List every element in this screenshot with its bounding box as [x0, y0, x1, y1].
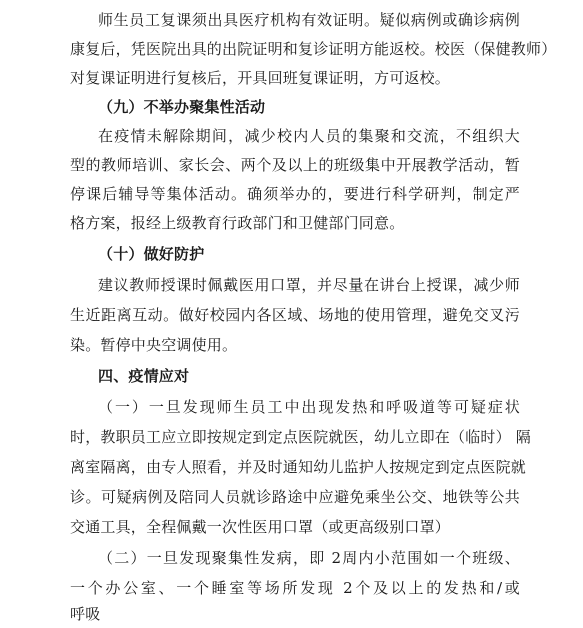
paragraph-line: 离室隔离，由专人照看，并及时通知幼儿监护人按规定到定点医院就 — [70, 458, 527, 476]
paragraph-line: 诊。可疑病例及陪同人员就诊路途中应避免乘坐公交、地铁等公共 — [70, 488, 520, 506]
paragraph-line: （一）一旦发现师生员工中出现发热和呼吸道等可疑症状 — [98, 398, 520, 416]
paragraph-line: 在疫情未解除期间，减少校内人员的集聚和交流，不组织大 — [98, 127, 520, 145]
paragraph-line: 康复后，凭医院出具的出院证明和复诊证明方能返校。校医（保健教师） — [70, 40, 557, 58]
paragraph-line: 交通工具，全程佩戴一次性医用口罩（或更高级别口罩） — [70, 518, 451, 536]
paragraph-line: 师生员工复课须出具医疗机构有效证明。疑似病例或确诊病例 — [98, 11, 520, 29]
paragraph-line: 时，教职员工应立即按规定到定点医院就医，幼儿立即在（临时） 隔 — [70, 428, 531, 446]
paragraph-line: 呼吸 — [70, 605, 101, 623]
section-heading: （九）不举办聚集性活动 — [98, 98, 266, 116]
paragraph-line: （二）一旦发现聚集性发病，即 2周内小范围如一个班级、 — [98, 549, 520, 567]
paragraph-line: 格方案，报经上级教育行政部门和卫健部门同意。 — [70, 214, 405, 232]
paragraph-line: 一个办公室、一个睡室等场所发现 2个及以上的发热和/或 — [70, 579, 520, 597]
paragraph-line: 生近距离互动。做好校园内各区域、场地的使用管理，避免交叉污 — [70, 306, 520, 324]
section-heading: （十）做好防护 — [98, 245, 205, 263]
paragraph-line: 型的教师培训、家长会、两个及以上的班级集中开展教学活动，暂 — [70, 156, 520, 174]
paragraph-line: 染。暂停中央空调使用。 — [70, 336, 238, 354]
paragraph-line: 建议教师授课时佩戴医用口罩，并尽量在讲台上授课，减少师 — [98, 276, 520, 294]
chapter-heading: 四、疫情应对 — [98, 367, 190, 385]
paragraph-line: 停课后辅导等集体活动。确须举办的，要进行科学研判，制定严 — [70, 185, 520, 203]
paragraph-line: 对复课证明进行复核后，开具回班复课证明，方可返校。 — [70, 69, 451, 87]
